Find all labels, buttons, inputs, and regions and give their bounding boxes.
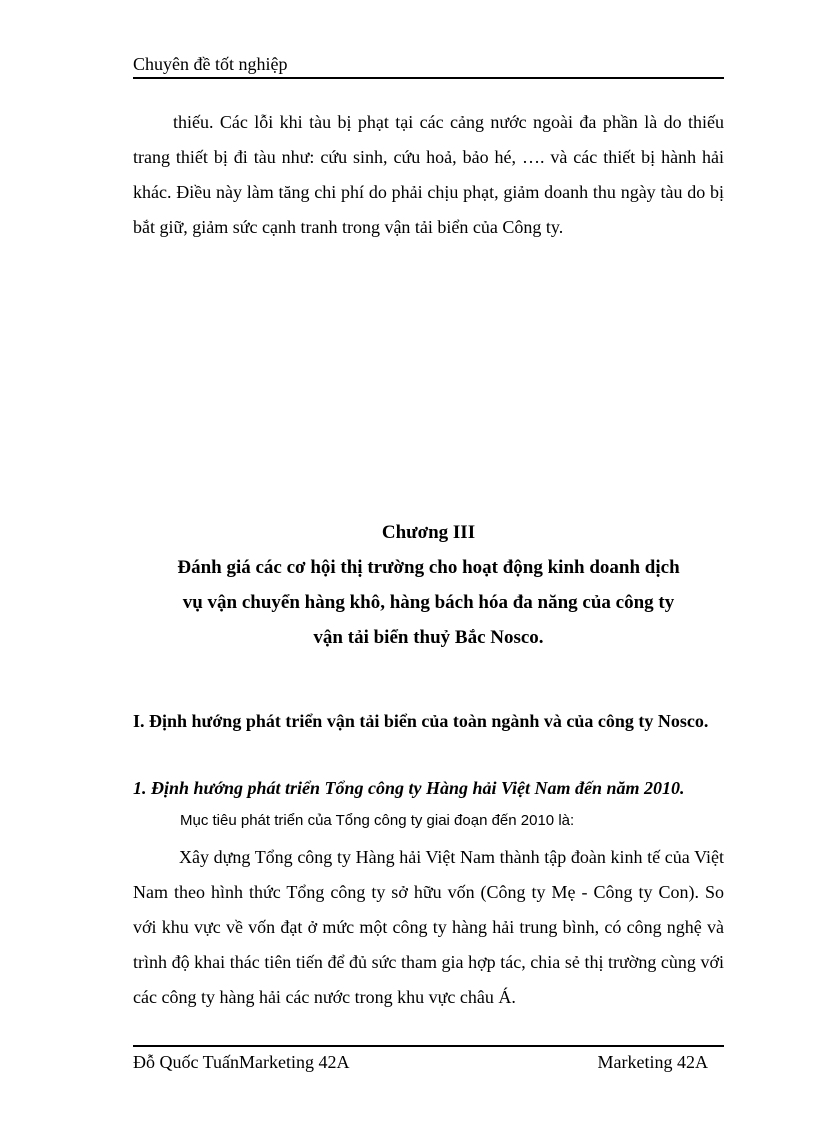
footer-author: Đỗ Quốc TuấnMarketing 42A bbox=[133, 1052, 350, 1072]
header-title: Chuyên đề tốt nghiệp bbox=[133, 54, 288, 74]
chapter-title-line: vận tải biển thuỷ Bắc Nosco. bbox=[313, 627, 544, 648]
bottom-paragraph: Xây dựng Tổng công ty Hàng hải Việt Nam thành tập đoàn kinh tế của Việt Nam theo hình thức Tổng công ty sở hữu vốn (Công ty Mẹ - Công ty Con). So với khu vực về vốn đạt ở mức một công ty hàng hải trung bình, có công nghệ và trình độ khai thác tiên tiến để đủ sức tham gia hợp tác, chia sẻ thị trường cùng với các công ty hàng hải các nước trong khu vực châu Á. bbox=[133, 847, 724, 1007]
chapter-heading bbox=[133, 515, 724, 655]
chapter-title-line: Đánh giá các cơ hội thị trường cho hoạt động kinh doanh dịch bbox=[177, 557, 680, 578]
subsection-heading: 1. Định hướng phát triển Tổng công ty Hàng hải Việt Nam đến năm 2010. bbox=[133, 778, 685, 798]
page-header bbox=[133, 53, 724, 79]
chapter-title-line: vụ vận chuyển hàng khô, hàng bách hóa đa năng của công ty bbox=[182, 592, 675, 613]
goal-line: Mục tiêu phát triển của Tổng công ty giai đoạn đến 2010 là: bbox=[180, 812, 575, 829]
footer-class: Marketing 42A bbox=[597, 1052, 708, 1072]
page-footer bbox=[133, 1045, 724, 1077]
chapter-number: Chương III bbox=[381, 522, 476, 543]
section-heading: I. Định hướng phát triển vận tải biển của toàn ngành và của công ty Nosco. bbox=[133, 711, 709, 731]
top-paragraph: thiếu. Các lỗi khi tàu bị phạt tại các cảng nước ngoài đa phần là do thiếu trang thiết bị đi tàu như: cứu sinh, cứu hoả, bảo hé, …. và các thiết bị hành hải khác. Điều này làm tăng chi phí do phải chịu phạt, giảm doanh thu ngày tàu do bị bắt giữ, giảm sức cạnh tranh trong vận tải biển của Công ty. bbox=[133, 112, 724, 237]
